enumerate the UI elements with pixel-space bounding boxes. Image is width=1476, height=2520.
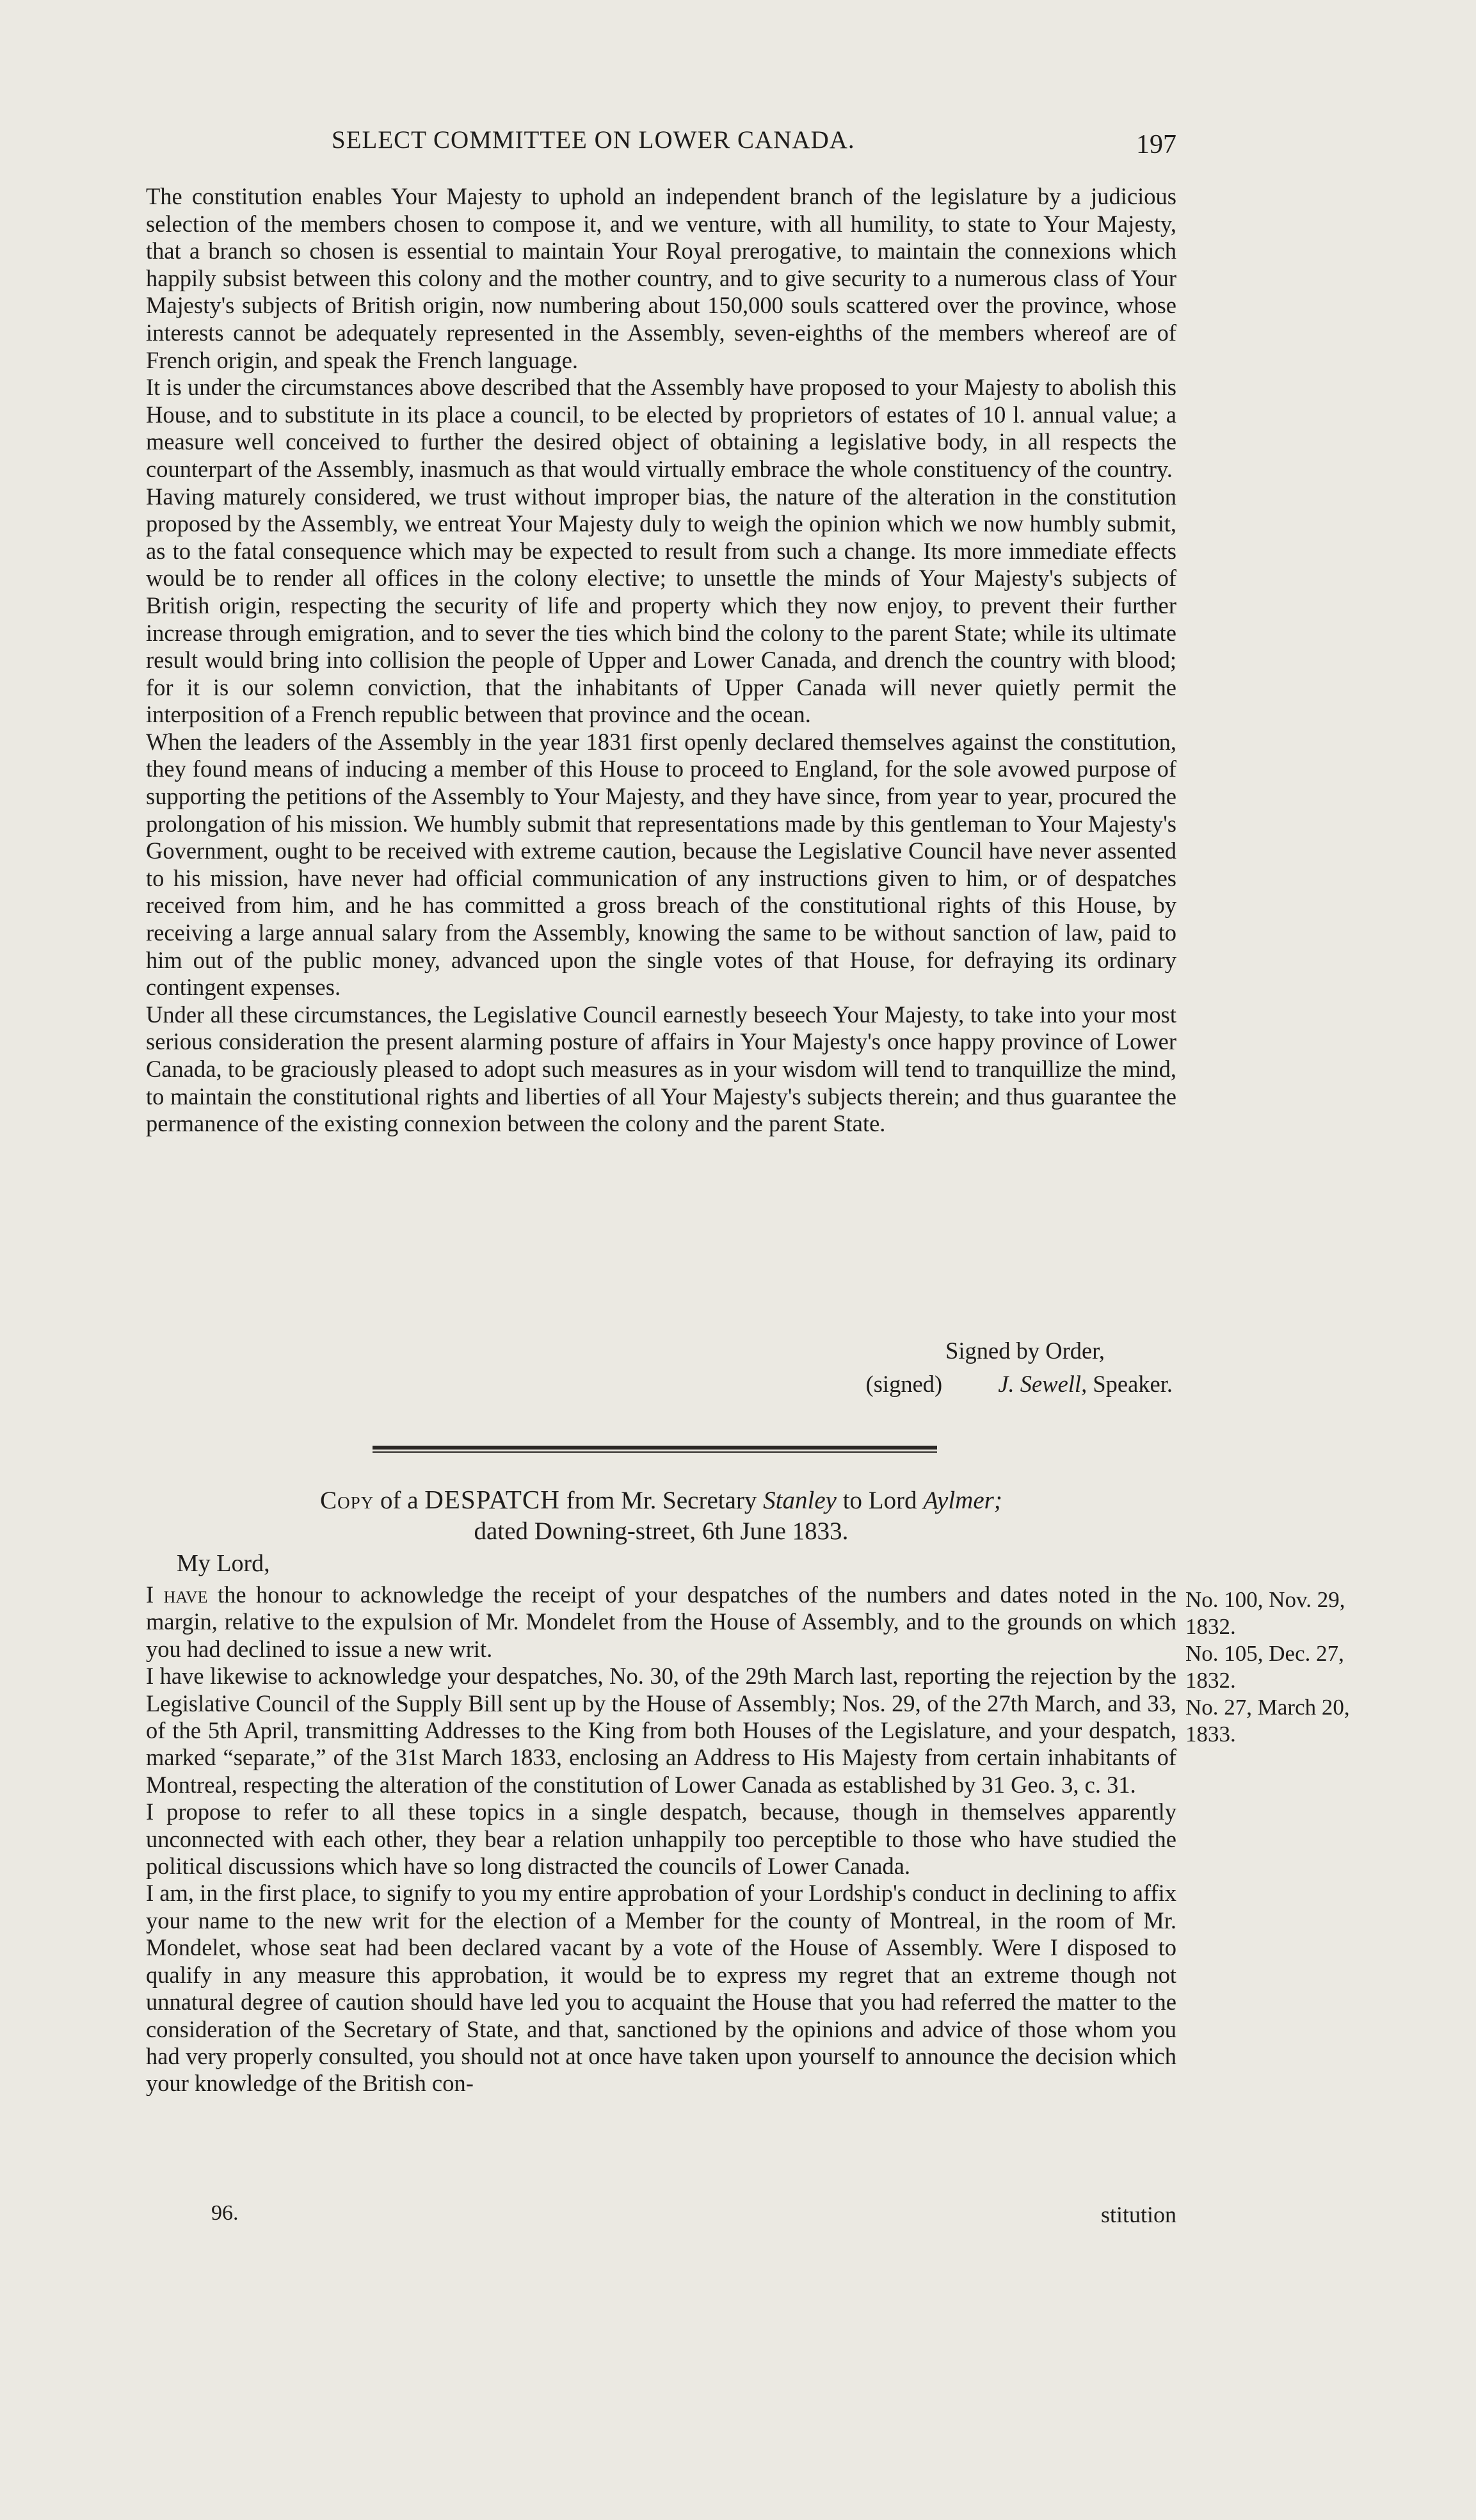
margin-note: 1832. xyxy=(1185,1614,1236,1639)
memorial-paragraph: When the leaders of the Assembly in the year 1831 first openly declared themselves against the constitution, they found means of inducing a member of this House to proceed to England, for the sole avowed purpose of supporting the petitions of the Assembly to Your Majesty, and they have since, from year to year, procured the prolongation of his mission. We humbly submit that representations made by this gentleman to Your Majesty's Government, ought to be received with extreme caution, because the Legislative Council have never assented to his mission, have never had official communication of any instructions given to him, or of despatches received from him, and he has committed a gross breach of the constitutional rights of this House, by receiving a large annual salary from the Assembly, knowing the same to be without sanction of law, paid to him out of the public money, advanced upon the single votes of that House, for defraying its ordinary contingent expenses. xyxy=(146,728,1176,1001)
speaker-name: J. Sewell, xyxy=(998,1371,1087,1397)
running-title: SELECT COMMITTEE ON LOWER CANADA. xyxy=(332,126,855,154)
signature-mark: 96. xyxy=(211,2201,239,2225)
memorial-paragraph: Under all these circumstances, the Legislative Council earnestly beseech Your Majesty, to take into your most serious consideration the present alarming posture of affairs in Your Majesty's once happy province of Lower Canada, to be graciously pleased to adopt such measures as in your wisdom will tend to tranquillize the mind, to maintain the constitutional rights and liberties of all Your Majesty's subjects therein; and thus guarantee the permanence of the existing connexion between the colony and the parent State. xyxy=(146,1001,1176,1137)
heading-sender: Stanley xyxy=(763,1487,837,1514)
despatch-body xyxy=(146,1581,1176,2097)
speaker-title: Speaker. xyxy=(1093,1371,1173,1397)
despatch-paragraph: I propose to refer to all these topics in a single despatch, because, though in themselves apparently unconnected with each other, they bear a relation unhappily too perceptible to those who have studied the political discussions which have so long distracted the councils of Lower Canada. xyxy=(146,1798,1176,1880)
despatch-heading-line-1 xyxy=(146,1484,1176,1516)
memorial-paragraph: It is under the circumstances above described that the Assembly have proposed to your Majesty to abolish this House, and to substitute in its place a council, to be elected by proprietors of estates of 10 l. annual value; a measure well conceived to further the desired object of obtaining a legislative body, in all respects the counterpart of the Assembly, inasmuch as that would virtually embrace the whole constituency of the country. xyxy=(146,374,1176,482)
heading-of-a: of a xyxy=(380,1487,419,1514)
despatch-paragraph xyxy=(146,1581,1176,1663)
opening-words: I have xyxy=(146,1581,208,1608)
despatch-paragraph: I am, in the first place, to signify to you my entire approbation of your Lordship's conduct in declining to affix your name to the new writ for the election of a Member for the county of Montreal, in the room of Mr. Mondelet, whose seat had been declared vacant by a vote of the House of Assembly. Were I disposed to qualify in any measure this approbation, it would be to express my regret that an extreme though not unnatural degree of caution should have led you to acquaint the House that you had referred the matter to the consideration of the Secretary of State, and that, sanctioned by the opinions and advice of those whom you had very properly consulted, you should not at once have taken upon yourself to announce the decision which your knowledge of the British con- xyxy=(146,1880,1176,2097)
despatch-paragraph: I have likewise to acknowledge your despatches, No. 30, of the 29th March last, reporting the rejection by the Legislative Council of the Supply Bill sent up by the House of Assembly; Nos. 29, of the 27th March, and 33, of the 5th April, transmitting Addresses to the King from both Houses of the Legislature, and your despatch, marked “separate,” of the 31st March 1833, enclosing an Address to His Majesty from certain inhabitants of Montreal, respecting the alteration of the constitution of Lower Canada as established by 31 Geo. 3, c. 31. xyxy=(146,1663,1176,1798)
heading-recipient: Aylmer; xyxy=(923,1487,1002,1514)
heading-despatch-word: DESPATCH xyxy=(424,1485,560,1514)
heading-to: to Lord xyxy=(842,1487,917,1514)
catchword: stitution xyxy=(1100,2202,1176,2227)
despatch-heading xyxy=(146,1484,1176,1547)
margin-notes xyxy=(1185,1587,1397,1748)
despatch-paragraph-text: the honour to acknowledge the receipt of your despatches of the numbers and dates noted in the margin, relative to the expulsion of Mr. Mondelet from the House of Assembly, and to the grounds on which you had declined to issue a new writ. xyxy=(146,1581,1177,1662)
salutation: My Lord, xyxy=(177,1550,270,1577)
memorial-body xyxy=(146,183,1176,1138)
signed-line xyxy=(866,1370,1173,1398)
page-number: 197 xyxy=(1136,130,1176,159)
margin-note: No. 100, Nov. 29, xyxy=(1185,1587,1345,1612)
running-header xyxy=(146,125,1176,164)
memorial-paragraph: Having maturely considered, we trust without improper bias, the nature of the alteration in the constitution proposed by the Assembly, we entreat Your Majesty duly to weigh the opinion which we now humbly submit, as to the fatal consequence which may be expected to result from such a change. Its more immediate effects would be to render all offices in the colony elective; to unsettle the minds of Your Majesty's subjects of British origin, respecting the security of life and property which they now enjoy, to prevent their further increase through emigration, and to sever the ties which bind the colony to the parent State; while its ultimate result would bring into collision the people of Upper and Lower Canada, and drench the country with blood; for it is our solemn conviction, that the inhabitants of Upper Canada will never quietly permit the interposition of a French republic between that province and the ocean. xyxy=(146,483,1176,728)
signed-word: (signed) xyxy=(865,1371,943,1397)
margin-note: No. 105, Dec. 27, xyxy=(1185,1641,1344,1666)
heading-from: from Mr. Secretary xyxy=(566,1487,757,1514)
memorial-paragraph: The constitution enables Your Majesty to uphold an independent branch of the legislature by a judicious selection of the members chosen to compose it, and we venture, with all humility, to state to Your Majesty, that a branch so chosen is essential to maintain Your Royal prerogative, to maintain the connexions which happily subsist between this colony and the mother country, and to give security to a numerous class of Your Majesty's subjects of British origin, now numbering about 150,000 souls scattered over the province, whose interests cannot be adequately represented in the Assembly, seven-eighths of the members whereof are of French origin, and speak the French language. xyxy=(146,183,1176,373)
margin-note: No. 27, March 20, xyxy=(1185,1695,1350,1720)
signature-block xyxy=(146,1337,1176,1407)
signed-by-order: Signed by Order, xyxy=(945,1337,1105,1364)
despatch-heading-date: dated Downing-street, 6th June 1833. xyxy=(474,1517,849,1545)
section-divider xyxy=(373,1446,937,1450)
margin-note: 1832. xyxy=(1185,1668,1236,1693)
margin-note: 1833. xyxy=(1185,1722,1236,1747)
heading-copy: Copy xyxy=(320,1487,374,1514)
